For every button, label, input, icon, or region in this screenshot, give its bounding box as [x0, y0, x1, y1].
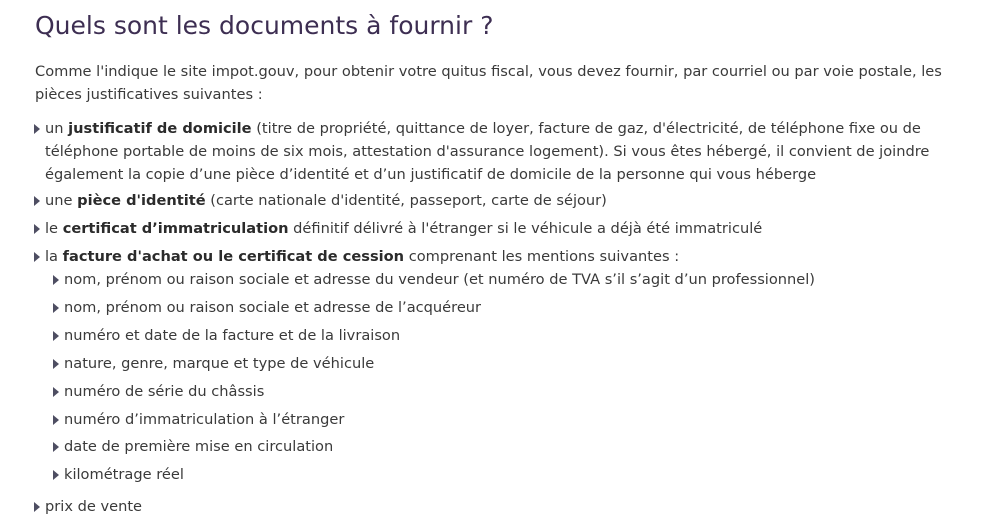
sub-list-item: numéro de série du châssis — [64, 383, 265, 400]
list-item-justificatif-domicile — [45, 117, 985, 186]
sub-list-item: numéro d’immatriculation à l’étranger — [64, 411, 345, 428]
item-description: définitif délivré à l'étranger si le véhicule a déjà été immatriculé — [288, 220, 763, 237]
item-bold-label: facture d'achat ou le certificat de cession — [62, 248, 405, 265]
list-item-facture-achat — [45, 245, 985, 268]
caret-right-icon — [53, 303, 59, 313]
item-prefix: une — [45, 192, 78, 209]
caret-right-icon — [34, 124, 40, 134]
item-description: (carte nationale d'identité, passeport, carte de séjour) — [205, 192, 607, 209]
list-item-certificat-immatriculation — [45, 217, 985, 240]
sub-list-item: numéro et date de la facture et de la livraison — [64, 327, 401, 344]
item-description: (titre de propriété, quittance de loyer, facture de gaz, d'électricité, de téléphone fixe ou de téléphone portable de moins de six mois, attestation d'assurance logement). Si vous êtes hébergé, il convient de joindre également la copie d’une pièce d’identité et d’un justificatif de domicile de la personne qui vous héberge — [45, 120, 930, 183]
item-prefix: la — [45, 248, 63, 265]
list-item-piece-identite — [45, 189, 985, 212]
caret-right-icon — [53, 387, 59, 397]
caret-right-icon — [53, 331, 59, 341]
sub-list-item: nature, genre, marque et type de véhicule — [64, 355, 375, 372]
caret-right-icon — [53, 442, 59, 452]
caret-right-icon — [53, 359, 59, 369]
sub-list-item: date de première mise en circulation — [64, 438, 334, 455]
section-title: Quels sont les documents à fournir ? — [35, 11, 494, 40]
caret-right-icon — [34, 252, 40, 262]
caret-right-icon — [53, 415, 59, 425]
caret-right-icon — [34, 196, 40, 206]
item-bold-label: certificat d’immatriculation — [62, 220, 289, 237]
item-prefix: un — [45, 120, 69, 137]
caret-right-icon — [34, 224, 40, 234]
caret-right-icon — [34, 502, 40, 512]
sub-list-item: nom, prénom ou raison sociale et adresse de l’acquéreur — [64, 299, 482, 316]
sub-list-item: kilométrage réel — [64, 466, 184, 483]
item-bold-label: pièce d'identité — [77, 192, 206, 209]
item-bold-label: justificatif de domicile — [68, 120, 252, 137]
list-item-prix-de-vente: prix de vente — [45, 498, 143, 515]
intro-paragraph: Comme l'indique le site impot.gouv, pour obtenir votre quitus fiscal, vous devez fournir, par courriel ou par voie postale, les pièces justificatives suivantes : — [35, 63, 942, 103]
sub-list-item: nom, prénom ou raison sociale et adresse du vendeur (et numéro de TVA s’il s’agit d’un professionnel) — [64, 271, 815, 288]
item-description: comprenant les mentions suivantes : — [404, 248, 680, 265]
caret-right-icon — [53, 275, 59, 285]
item-prefix: le — [45, 220, 63, 237]
caret-right-icon — [53, 470, 59, 480]
